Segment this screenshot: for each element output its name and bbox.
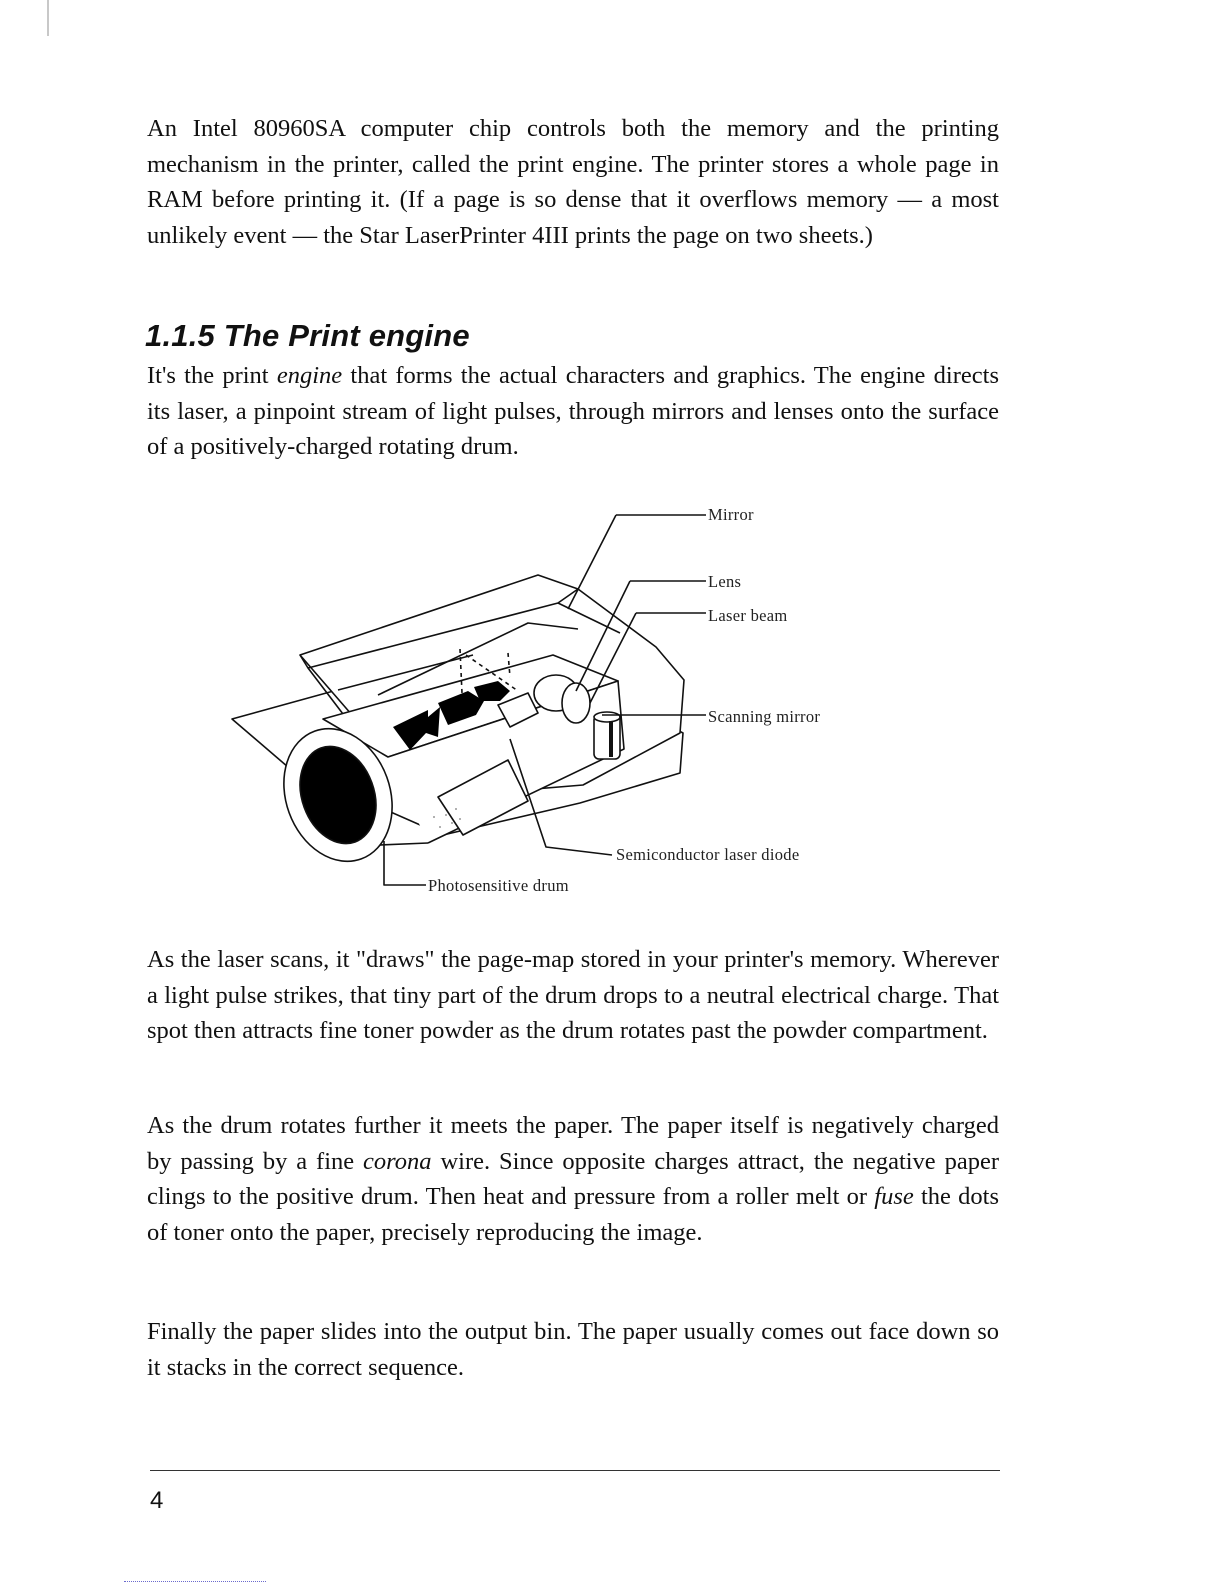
print-engine-paragraph [147,358,999,465]
bottom-link-underline [124,1581,266,1582]
callout-laser-diode: Semiconductor laser diode [616,845,800,864]
page-number: 4 [150,1487,164,1514]
intro-paragraph: An Intel 80960SA computer chip controls both the memory and the printing mechanism in the printer, called the print engine. The printer stores a whole page in RAM before printing it. (If a page is so dense that it overflows memory — a most unlikely event — the Star LaserPrinter 4III prints the page on two sheets.) [147,115,999,249]
scan-margin-mark [47,0,49,36]
emphasis-engine: engine [276,362,343,389]
print-engine-figure [228,505,868,900]
text-run: wire. Since opposite charges attract, the negative paper clings to the positive drum. Then heat and pressure from a roller melt or [147,1147,1000,1210]
callout-laser-beam: Laser beam [708,606,788,625]
section-heading: 1.1.5 The Print engine [145,318,470,353]
laser-scan-paragraph: As the laser scans, it "draws" the page-map stored in your printer's memory. Wherever a light pulse strikes, that tiny part of the drum drops to a neutral electrical charge. That spot then attracts fine toner powder as the drum rotates past the powder compartment. [147,946,999,1044]
callout-mirror: Mirror [708,505,754,524]
text-run: It's the print [147,362,277,389]
emphasis-fuse: fuse [874,1183,914,1210]
print-engine-illustration [228,505,868,900]
callout-scanning-mirror: Scanning mirror [708,707,821,726]
text-run: the dots of toner onto the paper, precisely reproducing the image. [147,1183,999,1246]
footer-rule [150,1470,1000,1471]
callout-photosensitive-drum: Photosensitive drum [428,876,569,895]
text-run: that forms the actual characters and graphics. The engine directs its laser, a pinpoint stream of light pulses, through mirrors and lenses onto the surface of a positively-charged rotating drum. [147,362,999,460]
text-run: As the drum rotates further it meets the paper. The paper itself is negatively charged by passing by a fine [147,1112,999,1175]
output-bin-paragraph: Finally the paper slides into the output bin. The paper usually comes out face down so it stacks in the correct sequence. [147,1318,999,1381]
emphasis-corona: corona [363,1147,432,1175]
callout-lens: Lens [708,572,742,591]
drum-paper-paragraph [147,1108,999,1250]
